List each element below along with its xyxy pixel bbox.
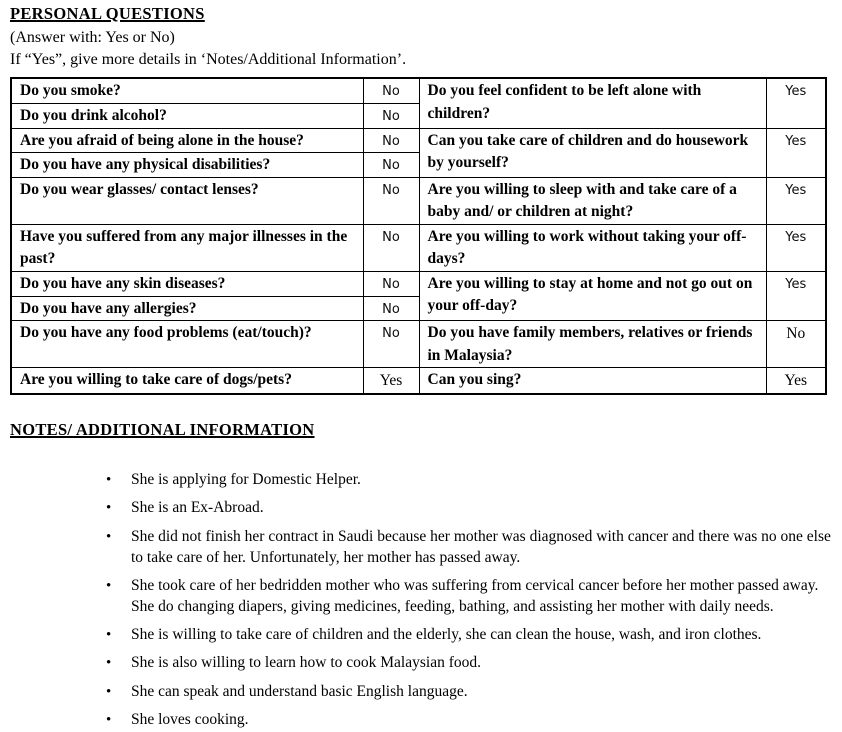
table-row (11, 78, 826, 103)
list-item (106, 526, 832, 569)
note-text: She is an Ex-Abroad. (131, 499, 264, 516)
note-text: She is applying for Domestic Helper. (131, 470, 361, 488)
question-cell: Do you wear glasses/ contact lenses? (11, 177, 363, 224)
bullet-icon (106, 526, 131, 569)
answer-cell: No (363, 321, 419, 368)
note-text: She is also willing to learn how to cook Malaysian food. (131, 654, 481, 671)
question-cell: Do you smoke? (11, 78, 363, 103)
list-item (106, 624, 832, 647)
answer-cell: No (363, 271, 419, 296)
answer-cell: Yes (766, 177, 826, 224)
answer-cell: Yes (363, 368, 419, 394)
list-item (106, 709, 832, 732)
bullet-icon (106, 709, 131, 732)
bullet-icon (106, 681, 131, 704)
note-text: She took care of her bedridden mother who was suffering from cervical cancer before her mother passed away. She do changing diapers, giving medicines, feeding, bathing, and assisting her mother with daily needs. (131, 576, 819, 615)
question-cell: Do you have any physical disabilities? (11, 153, 363, 178)
answer-cell: Yes (766, 224, 826, 271)
answer-instruction: (Answer with: Yes or No) (10, 29, 175, 46)
details-instruction: If “Yes”, give more details in ‘Notes/Additional Information’. (10, 51, 407, 68)
question-cell: Can you take care of children and do housework by yourself? (419, 128, 766, 177)
question-cell: Are you afraid of being alone in the house? (11, 128, 363, 153)
page-title: PERSONAL QUESTIONS (10, 4, 205, 23)
answer-cell: No (363, 128, 419, 153)
answer-cell: Yes (766, 128, 826, 177)
note-text: She did not finish her contract in Saudi because her mother was diagnosed with cancer and there was no one else to take care of her. Unfortunately, her mother has passed away. (131, 527, 831, 566)
question-cell: Are you willing to sleep with and take care of a baby and/ or children at night? (419, 177, 766, 224)
answer-cell: No (363, 78, 419, 103)
answer-cell: No (363, 153, 419, 178)
list-item (106, 652, 832, 675)
table-row (11, 271, 826, 296)
table-row (11, 321, 826, 368)
personal-questions-table (10, 77, 827, 395)
answer-cell: No (766, 321, 826, 368)
list-item (106, 681, 832, 704)
bullet-icon (106, 497, 131, 520)
notes-section-title: NOTES/ ADDITIONAL INFORMATION (10, 419, 315, 439)
question-cell: Do you have any allergies? (11, 296, 363, 321)
notes-list (10, 469, 832, 732)
bullet-icon (106, 624, 131, 647)
bullet-icon (106, 652, 131, 675)
question-cell: Are you willing to work without taking your off-days? (419, 224, 766, 271)
answer-cell: Yes (766, 271, 826, 321)
answer-cell: Yes (766, 78, 826, 128)
question-cell: Are you willing to take care of dogs/pets? (11, 368, 363, 394)
table-row (11, 224, 826, 271)
note-text: She can speak and understand basic English language. (131, 682, 468, 700)
list-item (106, 469, 832, 492)
question-cell: Do you drink alcohol? (11, 103, 363, 128)
question-cell: Do you feel confident to be left alone with children? (419, 78, 766, 128)
question-cell: Are you willing to stay at home and not go out on your off-day? (419, 271, 766, 321)
question-cell: Do you have family members, relatives or friends in Malaysia? (419, 321, 766, 368)
question-cell: Have you suffered from any major illnesses in the past? (11, 224, 363, 271)
answer-cell: No (363, 296, 419, 321)
answer-cell: No (363, 224, 419, 271)
answer-cell: No (363, 103, 419, 128)
answer-cell: Yes (766, 368, 826, 394)
note-text: She loves cooking. (131, 711, 249, 728)
table-row (11, 128, 826, 153)
question-cell: Do you have any food problems (eat/touch)? (11, 321, 363, 368)
question-cell: Do you have any skin diseases? (11, 271, 363, 296)
question-cell: Can you sing? (419, 368, 766, 394)
table-row (11, 177, 826, 224)
list-item (106, 497, 832, 520)
answer-cell: No (363, 177, 419, 224)
note-text: She is willing to take care of children and the elderly, she can clean the house, wash, and iron clothes. (131, 625, 762, 643)
list-item (106, 575, 832, 618)
bullet-icon (106, 469, 131, 492)
table-row (11, 368, 826, 394)
bullet-icon (106, 575, 131, 618)
